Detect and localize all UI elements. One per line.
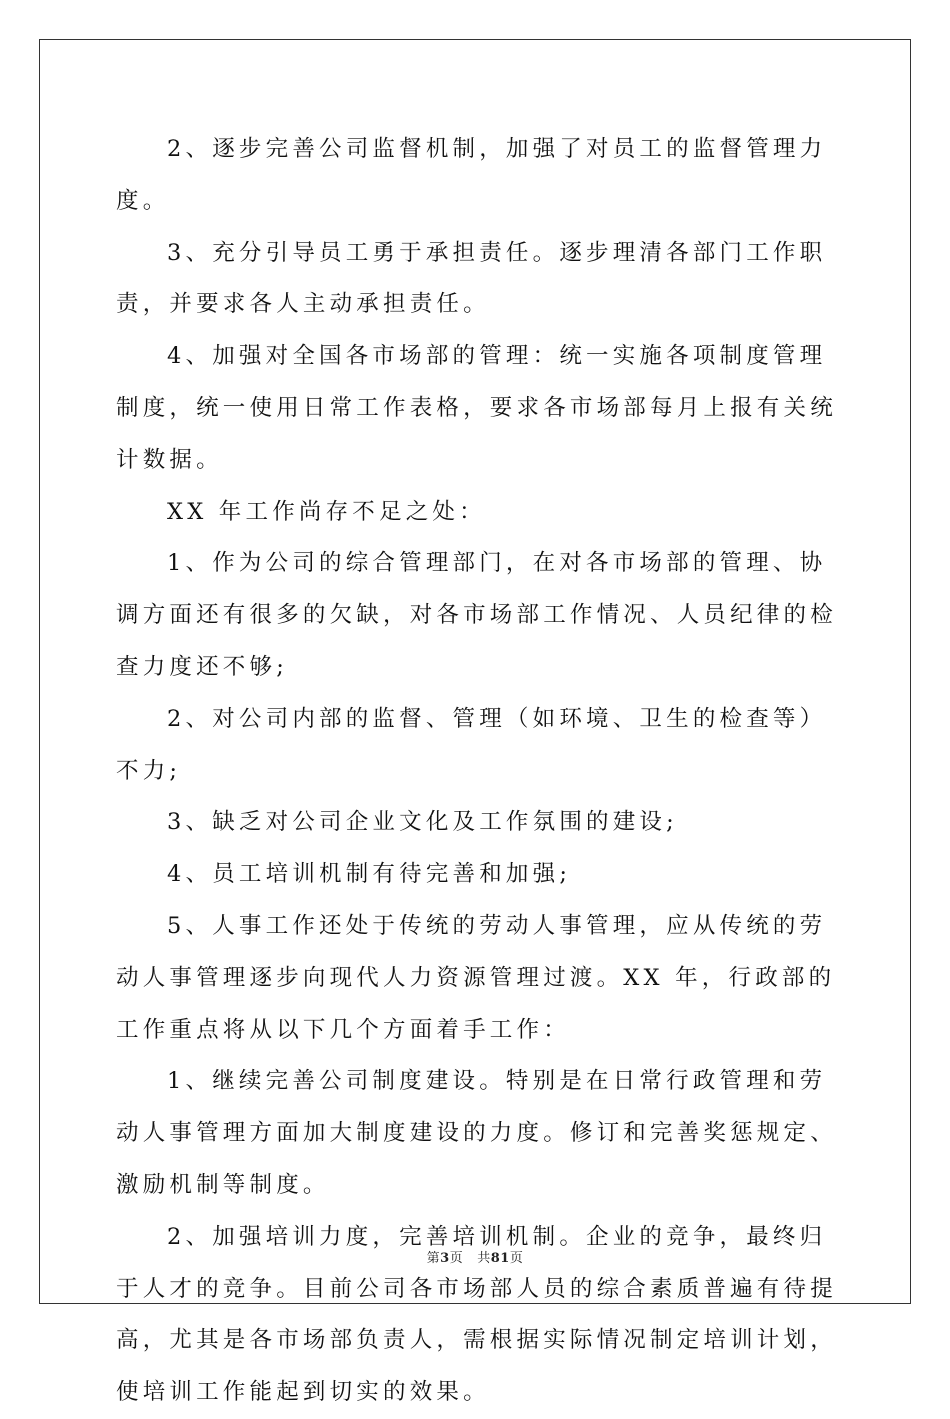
page-number: 3 <box>440 1251 450 1266</box>
paragraph: 5、人事工作还处于传统的劳动人事管理，应从传统的劳动人事管理逐步向现代人力资源管理过渡。XX 年，行政部的工作重点将从以下几个方面着手工作： <box>116 912 836 1043</box>
paragraph: 2、加强培训力度，完善培训机制。企业的竞争，最终归于人才的竞争。目前公司各市场部人员的综合素质普遍有待提高，尤其是各市场部负责人，需根据实际情况制定培训计划，使培训工作能起到切实的效果。 <box>116 1223 837 1406</box>
paragraph: 3、充分引导员工勇于承担责任。逐步理清各部门工作职责，并要求各人主动承担责任。 <box>116 239 827 318</box>
paragraph: 4、加强对全国各市场部的管理：统一实施各项制度管理制度，统一使用日常工作表格，要求各市场部每月上报有关统计数据。 <box>116 343 837 473</box>
page-prefix: 第 <box>426 1251 441 1266</box>
page-suffix: 页 <box>449 1251 464 1266</box>
paragraph: 2、对公司内部的监督、管理（如环境、卫生的检查等）不力; <box>116 705 827 784</box>
paragraph: XX 年工作尚存不足之处： <box>167 498 486 525</box>
total-suffix: 页 <box>509 1251 524 1266</box>
paragraph: 4、员工培训机制有待完善和加强; <box>167 861 572 888</box>
document-body <box>116 124 840 1419</box>
paragraph: 2、逐步完善公司监督机制，加强了对员工的监督管理力度。 <box>116 136 827 214</box>
paragraph: 1、继续完善公司制度建设。特别是在日常行政管理和劳动人事管理方面加大制度建设的力度。修订和完善奖惩规定、激励机制等制度。 <box>116 1068 837 1198</box>
page-footer <box>0 1247 950 1266</box>
total-prefix: 共 <box>477 1251 491 1266</box>
paragraph: 3、缺乏对公司企业文化及工作氛围的建设; <box>167 809 678 836</box>
paragraph: 1、作为公司的综合管理部门，在对各市场部的管理、协调方面还有很多的欠缺，对各市场部工作情况、人员纪律的检查力度还不够; <box>116 550 837 680</box>
total-pages: 81 <box>490 1251 510 1266</box>
